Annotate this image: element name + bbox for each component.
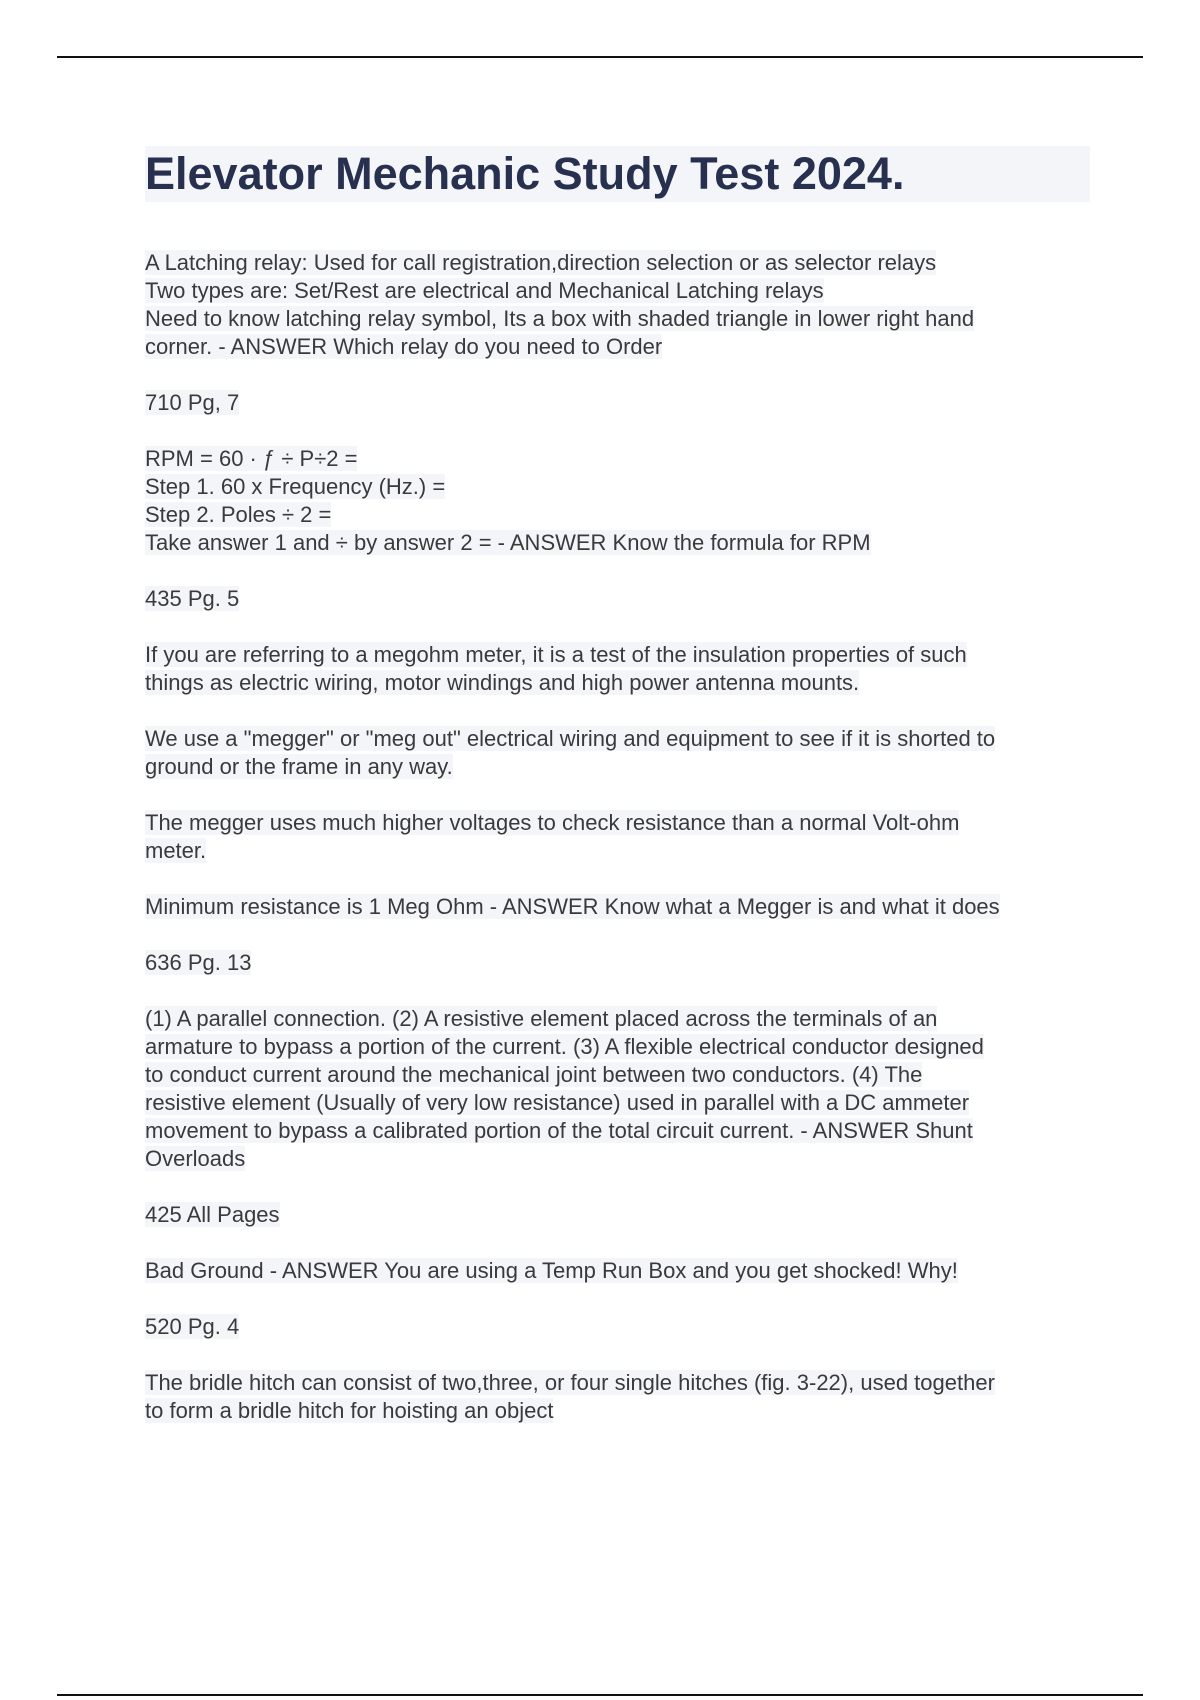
paragraph-text: RPM = 60 · ƒ ÷ P÷2 = Step 1. 60 x Frequency (Hz.) = Step 2. Poles ÷ 2 = Take answer 1 and ÷ by answer 2 = - ANSWER Know the formula for RPM	[145, 446, 871, 555]
paragraph	[145, 585, 1090, 613]
paragraph-text: Bad Ground - ANSWER You are using a Temp Run Box and you get shocked! Why!	[145, 1258, 958, 1283]
document-title: Elevator Mechanic Study Test 2024.	[145, 146, 1090, 202]
paragraph	[145, 1369, 1090, 1425]
paragraph-text: 520 Pg. 4	[145, 1314, 240, 1339]
paragraph-text: 636 Pg. 13	[145, 950, 252, 975]
paragraph-text: The megger uses much higher voltages to check resistance than a normal Volt-ohm meter.	[145, 810, 960, 863]
paragraph	[145, 641, 1090, 697]
paragraph	[145, 1005, 1090, 1173]
top-divider	[57, 56, 1143, 58]
document-body	[145, 249, 1090, 1425]
paragraph	[145, 725, 1090, 781]
paragraph-text: We use a "megger" or "meg out" electrical wiring and equipment to see if it is shorted to ground or the frame in any way.	[145, 726, 996, 779]
paragraph	[145, 389, 1090, 417]
paragraph-text: 710 Pg, 7	[145, 390, 240, 415]
paragraph-text: Minimum resistance is 1 Meg Ohm - ANSWER Know what a Megger is and what it does	[145, 894, 1000, 919]
paragraph	[145, 809, 1090, 865]
paragraph	[145, 249, 1090, 361]
paragraph	[145, 893, 1090, 921]
paragraph-text: 435 Pg. 5	[145, 586, 240, 611]
paragraph-text: 425 All Pages	[145, 1202, 280, 1227]
paragraph-text: The bridle hitch can consist of two,three, or four single hitches (fig. 3-22), used together to form a bridle hitch for hoisting an object	[145, 1370, 995, 1423]
bottom-divider	[57, 1694, 1143, 1696]
page-content	[145, 146, 1090, 1453]
paragraph-text: A Latching relay: Used for call registration,direction selection or as selector relays Two types are: Set/Rest are electrical and Mechanical Latching relays Need to know latching relay symbol, Its a box with shaded triangle in lower right hand corner. - ANSWER Which relay do you need to Order	[145, 250, 975, 359]
paragraph-text: (1) A parallel connection. (2) A resistive element placed across the terminals of an armature to bypass a portion of the current. (3) A flexible electrical conductor designed to conduct current around the mechanical joint between two conductors. (4) The resistive element (Usually of very low resistance) used in parallel with a DC ammeter movement to bypass a calibrated portion of the total circuit current. - ANSWER Shunt Overloads	[145, 1006, 984, 1171]
paragraph	[145, 445, 1090, 557]
paragraph	[145, 1313, 1090, 1341]
paragraph	[145, 1201, 1090, 1229]
paragraph	[145, 949, 1090, 977]
paragraph	[145, 1257, 1090, 1285]
paragraph-text: If you are referring to a megohm meter, it is a test of the insulation properties of such things as electric wiring, motor windings and high power antenna mounts.	[145, 642, 967, 695]
